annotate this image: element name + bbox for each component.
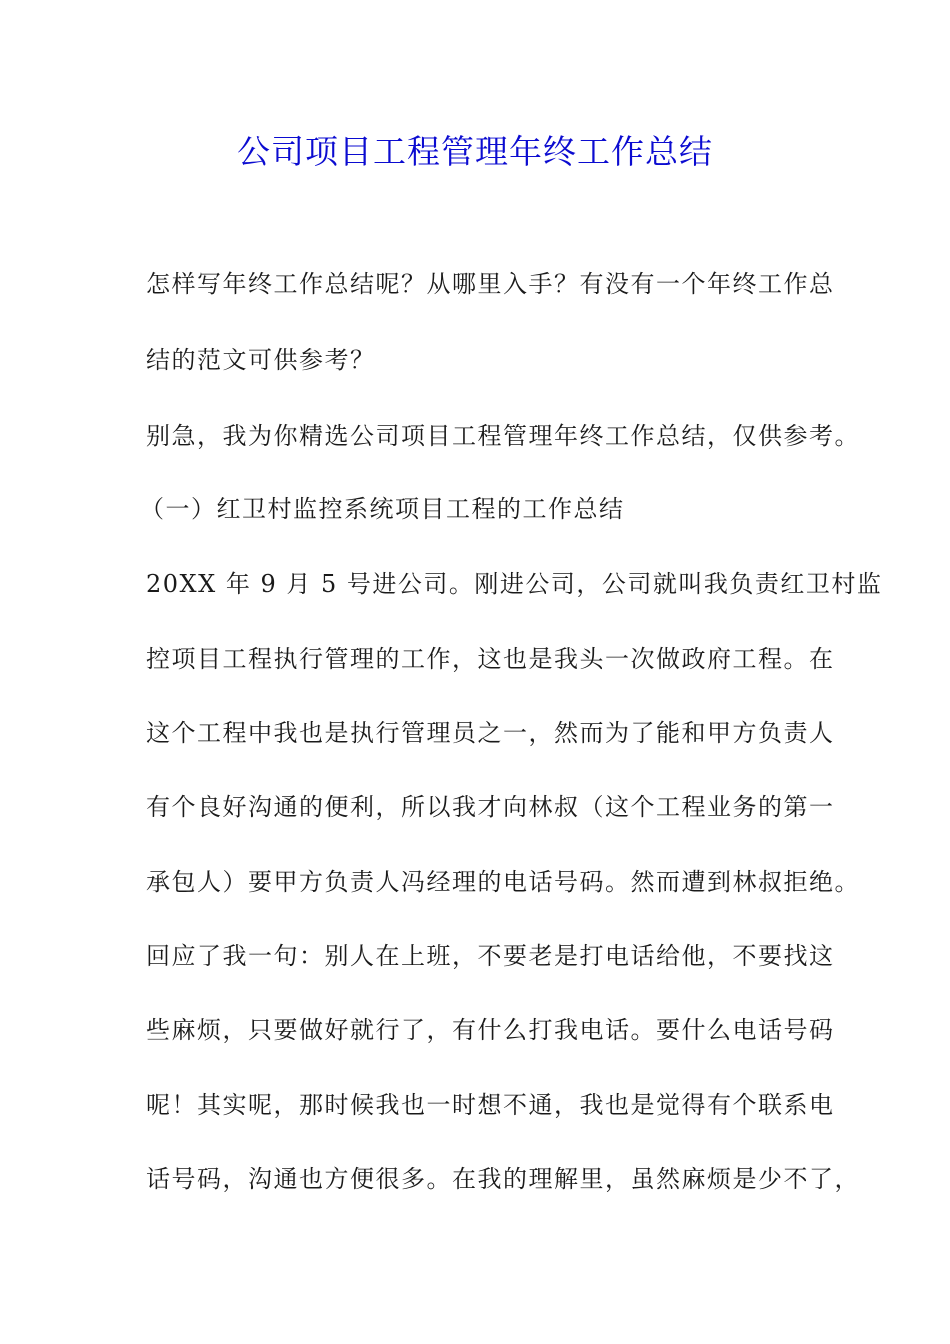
body-line-9: 承包人）要甲方负责人冯经理的电话号码。然而遭到林叔拒绝。 bbox=[146, 868, 860, 896]
body-line-3: 别急，我为你精选公司项目工程管理年终工作总结，仅供参考。 bbox=[146, 422, 860, 450]
section-heading: （一）红卫村监控系统项目工程的工作总结 bbox=[140, 495, 625, 523]
body-line-10: 回应了我一句：别人在上班，不要老是打电话给他，不要找这 bbox=[146, 942, 835, 970]
document-title: 公司项目工程管理年终工作总结 bbox=[237, 132, 713, 171]
body-line-6: 控项目工程执行管理的工作，这也是我头一次做政府工程。在 bbox=[146, 645, 835, 673]
body-line-12: 呢！其实呢，那时候我也一时想不通，我也是觉得有个联系电 bbox=[146, 1091, 835, 1119]
body-line-8: 有个良好沟通的便利，所以我才向林叔（这个工程业务的第一 bbox=[146, 793, 835, 821]
body-line-13: 话号码，沟通也方便很多。在我的理解里，虽然麻烦是少不了， bbox=[146, 1165, 860, 1193]
body-line-5: 20XX 年 9 月 5 号进公司。刚进公司，公司就叫我负责红卫村监 bbox=[146, 570, 883, 598]
body-line-2: 结的范文可供参考？ bbox=[146, 346, 376, 374]
body-line-7: 这个工程中我也是执行管理员之一，然而为了能和甲方负责人 bbox=[146, 719, 835, 747]
body-line-11: 些麻烦，只要做好就行了，有什么打我电话。要什么电话号码 bbox=[146, 1016, 835, 1044]
body-line-1: 怎样写年终工作总结呢？从哪里入手？有没有一个年终工作总 bbox=[146, 270, 835, 298]
